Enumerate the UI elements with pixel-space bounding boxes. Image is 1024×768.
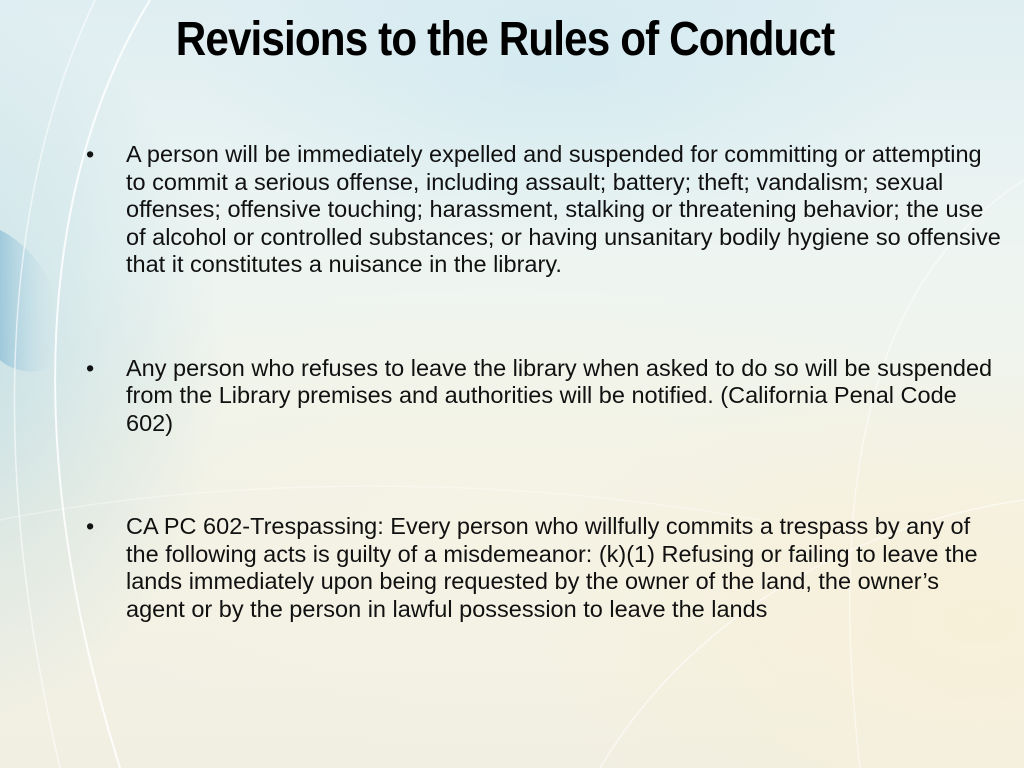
- bullet-marker: •: [86, 141, 95, 167]
- bullet-item-refusal-to-leave: [84, 355, 1004, 438]
- bullet-text: Any person who refuses to leave the library when asked to do so will be suspended from the Library premises and authorities will be notified. (California Penal Code 602): [126, 354, 993, 436]
- bullet-item-expulsion: [84, 141, 1004, 279]
- bullet-marker: •: [86, 354, 95, 381]
- left-blue-band: [0, 230, 62, 372]
- bullet-text: CA PC 602-Trespassing: Every person who willfully commits a trespass by any of the following acts is guilty of a misdemeanor: (k)(1) Refusing or failing to leave the lands immediately upon being requested by the owner of the land, the owner’s agent or by the person in lawful possession to leave the lands: [126, 513, 978, 622]
- slide-title: Revisions to the Rules of Conduct: [175, 13, 835, 66]
- bullet-text: A person will be immediately expelled and suspended for committing or attempting to commit a serious offense, including assault; battery; theft; vandalism; sexual offenses; offensive touching; harassment, stalking or threatening behavior; the use of alcohol or controlled substances; or having unsanitary bodily hygiene so offensive that it constitutes a nuisance in the library.: [126, 141, 1001, 277]
- bullet-list: [84, 141, 1004, 623]
- bullet-marker: •: [86, 513, 95, 539]
- bullet-item-trespassing-code: [84, 513, 1004, 623]
- background-arc-2: [14, 0, 95, 768]
